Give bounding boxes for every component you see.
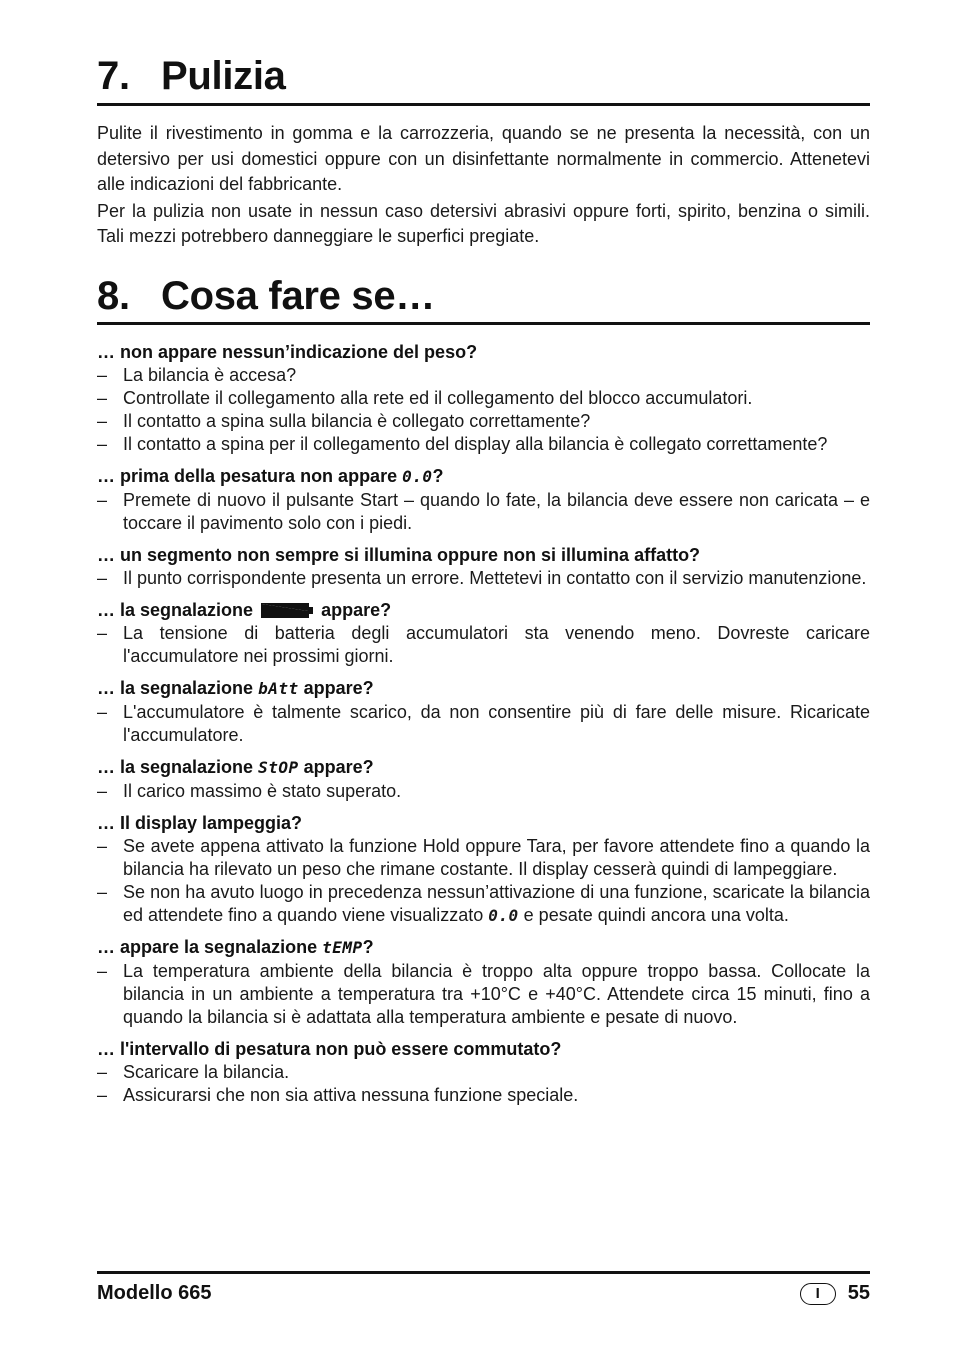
answer-item: – Se avete appena attivato la funzione Hold oppure Tara, per favore attendete fino a quando la bilancia ha rilevato un peso che rimane costante. Il display cesserà quindi di lampeggiare. [97,835,870,881]
question: … non appare nessun’indicazione del peso? [97,342,478,362]
answer-item: – Assicurarsi che non sia attiva nessuna funzione speciale. [97,1084,870,1107]
question [97,935,870,960]
section-8-rule [97,322,870,325]
paragraph: Pulite il rivestimento in gomma e la carrozzeria, quando se ne presenta la necessità, con un detersivo per usi domestici oppure con un disinfettante normalmente in commercio. Attenetevi alle indicazioni del fabbricante. [97,123,870,194]
answer-item: – Il punto corrispondente presenta un errore. Mettetevi in contatto con il servizio manutenzione. [97,567,870,590]
question: … l'intervallo di pesatura non può essere commutato? [97,1039,562,1059]
footer-rule [97,1271,870,1274]
question: … Il display lampeggia? [97,813,303,833]
question [97,676,870,701]
answer-text: Se non ha avuto luogo in precedenza nessun’attivazione di una funzione, scaricate la bilancia ed attendete fino a quando viene visualizzato [123,882,870,925]
question-text: ? [432,466,444,486]
question-text: appare? [298,757,374,777]
answer-list [97,835,870,927]
question-text: … la segnalazione [97,757,259,777]
question-text: ? [362,937,374,957]
question [97,464,870,489]
answer-item: – La tensione di batteria degli accumulatori sta venendo meno. Dovreste caricare l'accumulatore nei prossimi giorni. [97,622,870,668]
answer-list [97,1061,870,1107]
section-7-rule [97,103,870,106]
language-badge: I [800,1283,836,1305]
footer-model: Modello 665 [97,1282,212,1304]
answer-list [97,701,870,747]
answer-item: – Il contatto a spina per il collegamento del display alla bilancia è collegato correttamente? [97,433,870,456]
answer-item: – Il contatto a spina sulla bilancia è collegato correttamente? [97,410,870,433]
answer-list [97,489,870,535]
question-text: … prima della pesatura non appare [97,466,403,486]
low-battery-icon [261,603,313,618]
display-code: StOP [258,758,299,777]
display-code: 0.0 [402,467,433,486]
display-code: 0.0 [488,906,519,925]
section-7-heading [97,54,286,98]
question [97,598,870,622]
section-7-body [97,121,870,250]
question-text: … appare la segnalazione [97,937,323,957]
answer-list [97,960,870,1029]
footer-page-info [800,1282,870,1305]
display-code: bAtt [258,679,299,698]
question [97,755,870,780]
answer-item: – La bilancia è accesa? [97,364,870,387]
page-number: 55 [847,1282,870,1304]
answer-item: – Controllate il collegamento alla rete ed il collegamento del blocco accumulatori. [97,387,870,410]
answer-list [97,567,870,590]
answer-item: – La temperatura ambiente della bilancia è troppo alta oppure troppo bassa. Collocate la bilancia in un ambiente a temperatura tra +10°C e +40°C. Attendete circa 15 minuti, fino a quando la bilancia si è adattata alla temperatura ambiente e pesate di nuovo. [97,960,870,1029]
answer-item [97,881,870,927]
answer-text: e pesate quindi ancora una volta. [518,905,789,925]
answer-item: – Scaricare la bilancia. [97,1061,870,1084]
answer-item: – L'accumulatore è talmente scarico, da non consentire più di fare delle misure. Ricaricate l'accumulatore. [97,701,870,747]
answer-list [97,622,870,668]
section-8-heading [97,274,435,318]
answer-item: – Premete di nuovo il pulsante Start – quando lo fate, la bilancia deve essere non caricata – e toccare il pavimento solo con i piedi. [97,489,870,535]
answer-list [97,364,870,456]
question-text: appare? [298,678,374,698]
question: … un segmento non sempre si illumina oppure non si illumina affatto? [97,545,701,565]
section-8-number: 8. [97,274,130,318]
section-8-body [97,340,870,1115]
question-text: … la segnalazione [97,678,259,698]
section-7-title: Pulizia [161,54,286,98]
display-code: tEMP [322,938,363,957]
question-text: appare? [321,600,392,620]
section-7-number: 7. [97,54,130,98]
answer-list [97,780,870,803]
question-text: … la segnalazione [97,600,254,620]
section-8-title: Cosa fare se… [161,274,436,318]
answer-item: – Il carico massimo è stato superato. [97,780,870,803]
paragraph: Per la pulizia non usate in nessun caso detersivi abrasivi oppure forti, spirito, benzina o simili. Tali mezzi potrebbero danneggiare le superfici pregiate. [97,200,870,246]
